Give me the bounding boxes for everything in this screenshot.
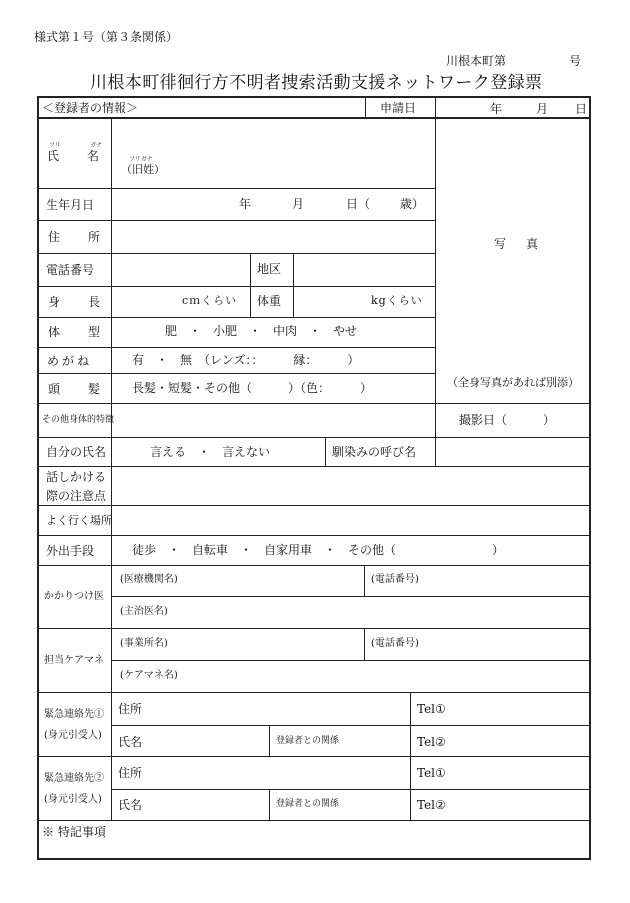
- application-month-unit: 月: [536, 102, 549, 116]
- age-unit: 歳）: [400, 197, 425, 211]
- birth-year-unit: 年: [239, 197, 252, 211]
- application-day-unit: 日: [575, 102, 588, 116]
- registration-number-suffix: 号: [569, 54, 582, 68]
- glasses-options: 有 ・ 無 （レンズ：： 縁： ）: [132, 353, 360, 367]
- transport-label: 外出手段: [46, 544, 95, 558]
- height-unit: cｍくらい: [182, 294, 238, 307]
- height-label: 身 長: [48, 295, 109, 309]
- build-options: 肥 ・ 小肥 ・ 中肉 ・ やせ: [165, 324, 358, 338]
- emergency-contact-2-label: 緊急連絡先②: [44, 773, 104, 784]
- registrant-info-heading: ＜登録者の情報＞: [42, 101, 139, 115]
- emergency-1-tel2-label: Tel②: [417, 735, 446, 749]
- birth-month-unit: 月: [292, 197, 305, 211]
- emergency-2-name-label: 氏名: [118, 798, 143, 812]
- former-name-label: （旧姓）: [121, 163, 165, 176]
- address-label: 住 所: [48, 230, 109, 244]
- nickname-label: 馴染みの呼び名: [332, 445, 417, 459]
- photo-note: （全身写真があれば別添）: [447, 376, 579, 389]
- name-furigana-field-label: フリガナ: [129, 156, 153, 163]
- emergency-contact-2-guardian: (身元引受人): [44, 794, 102, 805]
- birthdate-label: 生年月日: [46, 198, 95, 212]
- application-year-unit: 年: [490, 102, 503, 116]
- emergency-1-address-label: 住所: [118, 702, 143, 716]
- doctor-phone-label: (電話番号): [371, 574, 419, 585]
- form-title: 川根本町徘徊行方不明者捜索活動支援ネットワーク登録票: [90, 73, 543, 93]
- frequent-places-label: よく行く場所: [46, 514, 112, 527]
- medical-institution-label: (医療機関名): [120, 574, 178, 585]
- care-manager-name-label: (ケアマネ名): [120, 670, 178, 681]
- weight-unit: kgくらい: [371, 294, 423, 307]
- own-name-label: 自分の氏名: [46, 445, 107, 459]
- build-label: 体 型: [48, 325, 109, 339]
- emergency-1-tel1-label: Tel①: [417, 702, 446, 716]
- talk-caution-label-line2: 際の注意点: [46, 489, 107, 503]
- emergency-2-tel2-label: Tel②: [417, 798, 446, 812]
- talk-caution-label-line1: 話しかける: [46, 470, 107, 484]
- office-phone-label: (電話番号): [371, 638, 419, 649]
- application-date-label: 申請日: [380, 101, 417, 115]
- glasses-label: めがね: [47, 354, 93, 368]
- attending-doctor-label: (主治医名): [120, 606, 168, 617]
- physical-features-label: その他身体的特徴: [42, 415, 115, 425]
- name-furigana-mark-2: ガナ: [90, 142, 103, 149]
- special-remarks-label: ※ 特記事項: [42, 825, 106, 839]
- hair-label: 頭 髪: [48, 382, 109, 396]
- own-name-options: 言える ・ 言えない: [150, 445, 271, 459]
- registration-number-prefix: 川根本町第: [446, 54, 507, 68]
- emergency-1-name-label: 氏名: [118, 735, 143, 749]
- emergency-2-tel1-label: Tel①: [417, 766, 446, 780]
- photo-date-label: 撮影日（ ）: [459, 413, 556, 427]
- district-label: 地区: [257, 262, 282, 276]
- family-doctor-label: かかりつけ医: [44, 591, 104, 602]
- emergency-2-address-label: 住所: [118, 766, 143, 780]
- office-name-label: (事業所名): [120, 638, 168, 649]
- photo-label: 写 真: [494, 237, 543, 251]
- birth-day-unit: 日（: [346, 197, 371, 211]
- name-label: 氏 名: [47, 149, 108, 163]
- emergency-1-relation-label: 登録者との関係: [276, 736, 340, 746]
- hair-options: 長髪・短髪・その他（ ）（色： ）: [132, 381, 373, 395]
- form-number: 様式第１号（第３条関係）: [34, 30, 179, 44]
- care-manager-label: 担当ケアマネ: [44, 655, 104, 666]
- emergency-contact-1-guardian: (身元引受人): [44, 730, 102, 741]
- emergency-2-relation-label: 登録者との関係: [276, 799, 340, 809]
- emergency-contact-1-label: 緊急連絡先①: [44, 709, 104, 720]
- transport-options: 徒歩 ・ 自転車 ・ 自家用車 ・ その他（ ）: [132, 543, 505, 557]
- weight-label: 体重: [257, 294, 282, 308]
- name-furigana-mark-1: フリ: [49, 142, 61, 149]
- phone-label: 電話番号: [46, 263, 95, 277]
